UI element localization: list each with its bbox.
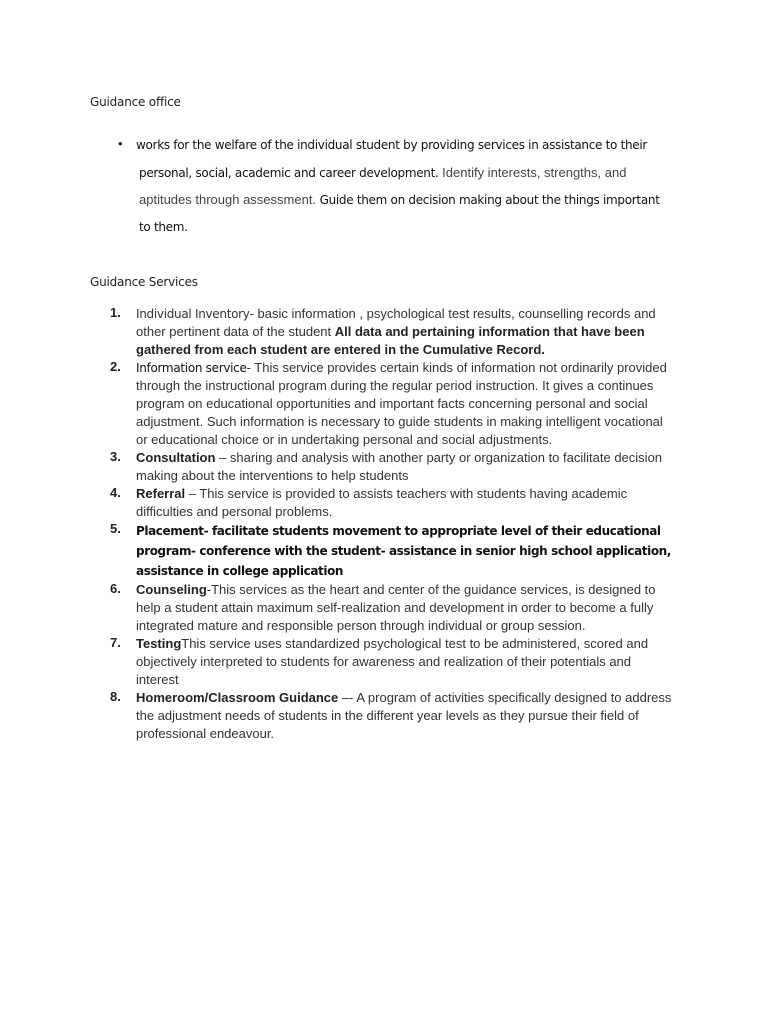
list-item <box>110 581 675 635</box>
item-text: – sharing and analysis with another party or organization to facilitate decision making about the interventions to help students <box>136 450 663 483</box>
item-number: 8. <box>110 689 121 704</box>
list-item <box>110 689 675 743</box>
item-text: - This service provides certain kinds of information not ordinarily provided through the instructional program during the regular period instruction. It gives a continues program on educational opportunities and important facts concerning personal and social adjustment. Such information is necessary to guide students in making intelligent vocational or educational choice or in undertaking personal and social adjustments. <box>136 360 667 447</box>
item-text: This service uses standardized psychological test to be administered, scored and objectively interpreted to students for awareness and realization of their potentials and interest <box>136 636 649 687</box>
list-item <box>110 305 675 359</box>
list-item <box>110 359 675 449</box>
item-title: Placement- facilitate students movement to appropriate level of their educational program- conference with the student- assistance in senior high school application, assistance in college application <box>136 524 671 578</box>
item-number: 7. <box>110 635 121 650</box>
heading-guidance-office: Guidance office <box>90 95 181 109</box>
item-title: Consultation <box>136 450 216 465</box>
item-title: Individual Inventory <box>136 307 250 321</box>
bullet-dot: • <box>118 136 123 151</box>
item-number: 5. <box>110 521 121 536</box>
bullet-line-2-rest: Identify interests, strengths, and <box>438 165 627 180</box>
heading-guidance-services: Guidance Services <box>90 275 198 289</box>
item-title: Counseling <box>136 582 207 597</box>
item-title: Testing <box>136 636 182 651</box>
item-text: -This services as the heart and center of the guidance services, is designed to help a student attain maximum self-realization and development in order to become a fully integrated mature and responsible person through individual or group session. <box>136 582 656 633</box>
item-bold-tail: All data and pertaining information that have been gathered from each student are entered in the Cumulative Record. <box>136 324 645 357</box>
list-item <box>110 521 675 581</box>
item-number: 6. <box>110 581 121 596</box>
item-title: Information service <box>136 361 247 375</box>
bullet-line-2-bold: personal, social, academic and career development. <box>139 166 439 180</box>
item-text: - basic information , psychological test results, counselling records and other pertinent data of the student <box>136 306 656 339</box>
item-text: –- A program of activities specifically designed to address the adjustment needs of students in the different year levels as they pursue their field of professional endeavour. <box>136 690 672 741</box>
bullet-line-4: to them. <box>139 220 188 234</box>
list-item <box>110 485 675 521</box>
list-item <box>110 635 675 689</box>
bullet-line-3-bold: Guide them on decision making about the things important <box>316 193 660 207</box>
item-number: 1. <box>110 305 121 320</box>
item-text: – This service is provided to assists teachers with students having academic difficulties and personal problems. <box>136 486 628 519</box>
services-list <box>110 305 675 743</box>
item-number: 4. <box>110 485 121 500</box>
bullet-line-1: works for the welfare of the individual student by providing services in assistance to their <box>136 138 648 152</box>
bullet-line-3-start: aptitudes through assessment. <box>139 192 317 207</box>
item-title: Homeroom/Classroom Guidance <box>136 690 339 705</box>
bullet-line-3 <box>139 192 660 207</box>
item-title: Referral <box>136 486 186 501</box>
list-item <box>110 449 675 485</box>
item-number: 3. <box>110 449 121 464</box>
bullet-line-2 <box>139 165 626 180</box>
item-number: 2. <box>110 359 121 374</box>
